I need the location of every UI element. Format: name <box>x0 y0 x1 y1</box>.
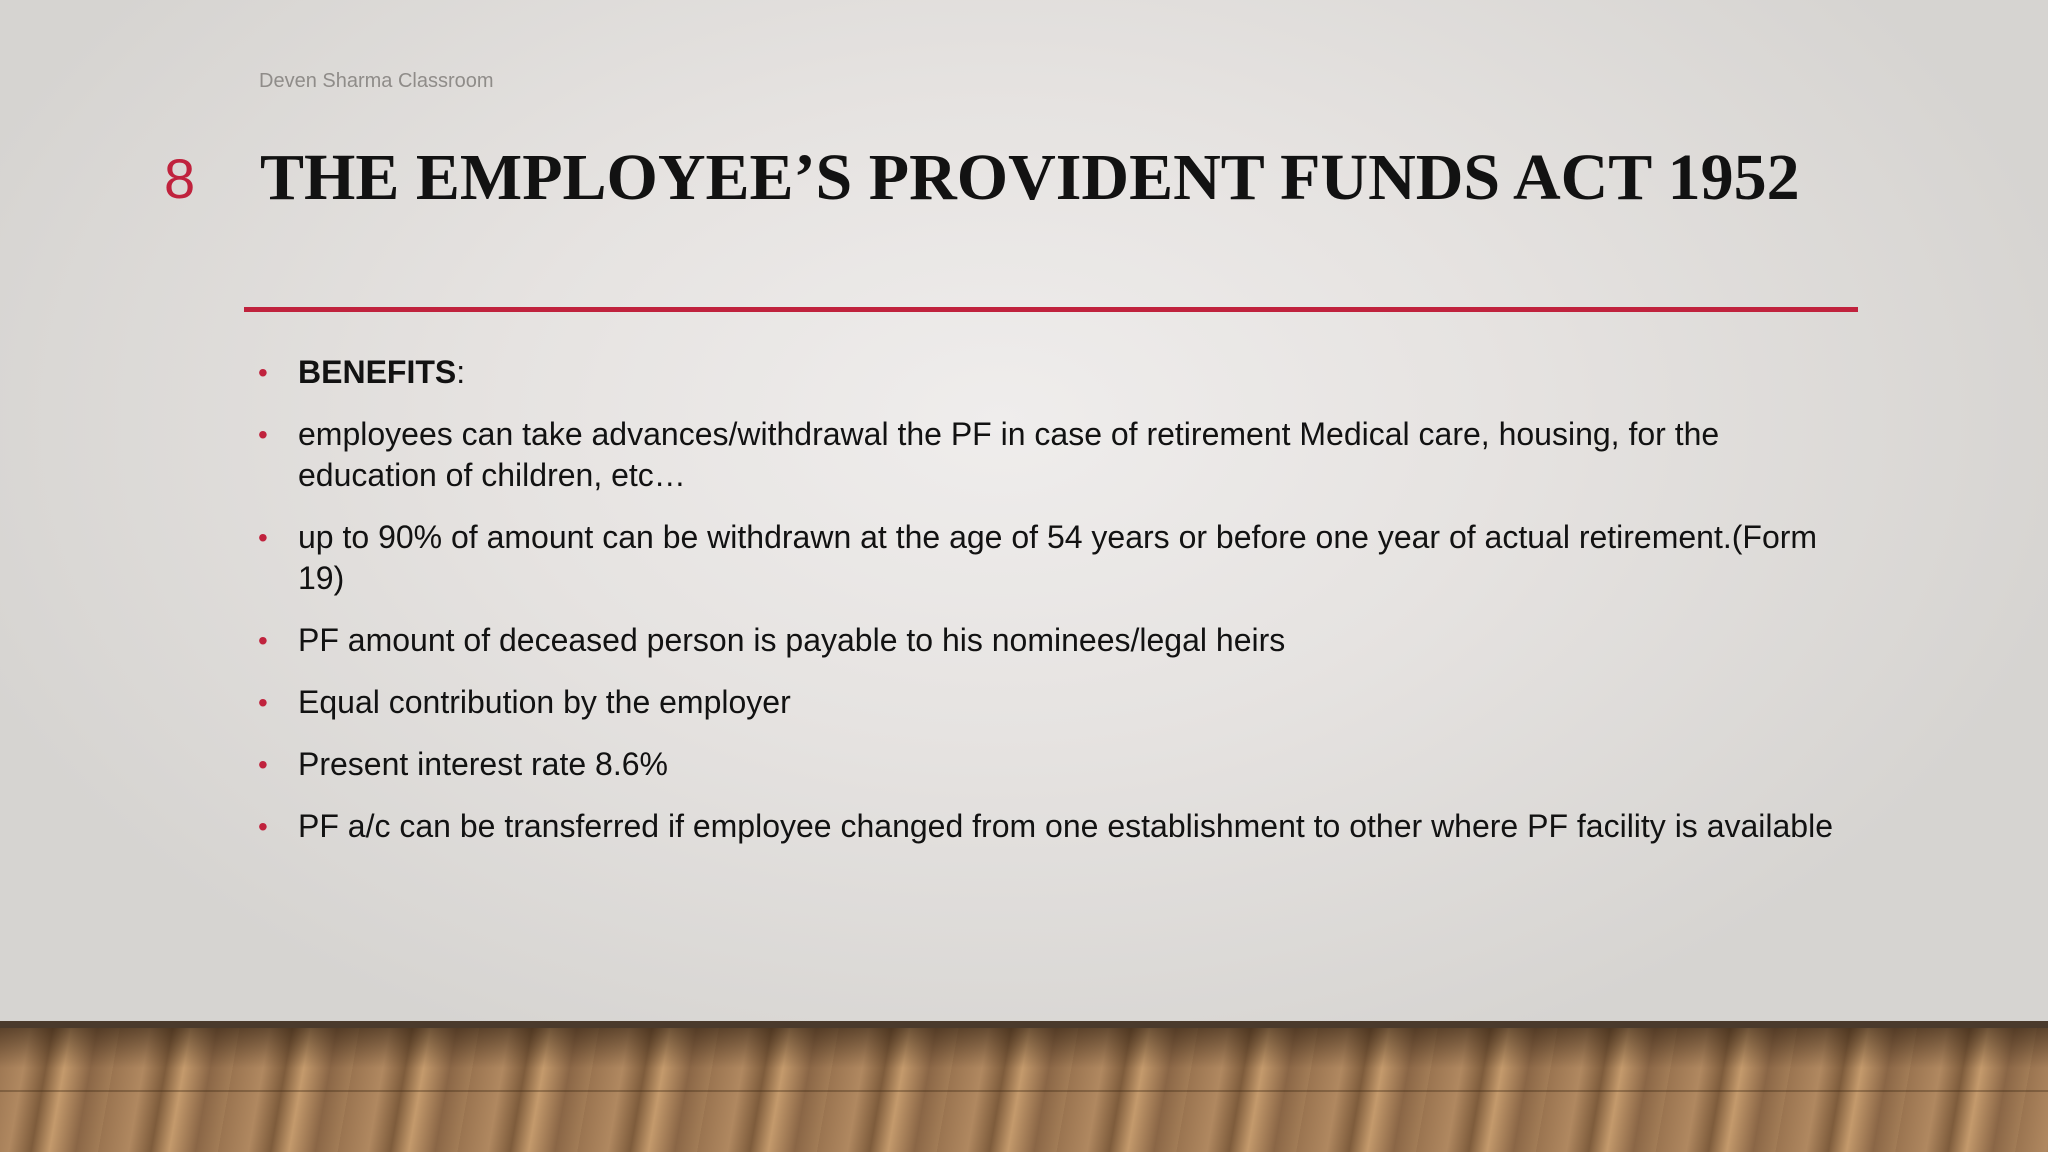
bullet-item <box>258 682 1858 723</box>
bullet-dot-icon: • <box>258 625 268 656</box>
bullet-text: employees can take advances/withdrawal the PF in case of retirement Medical care, housing, for the education of children, etc… <box>298 416 1720 493</box>
bullet-dot-icon: • <box>258 419 268 450</box>
bullet-dot-icon: • <box>258 522 268 553</box>
bullet-item <box>258 620 1858 661</box>
bullet-item <box>258 744 1858 785</box>
bullet-item <box>258 352 1858 393</box>
bullet-text: Equal contribution by the employer <box>298 684 791 720</box>
bullet-dot-icon: • <box>258 357 268 388</box>
bullet-text: : <box>456 354 466 390</box>
slide-title: THE EMPLOYEE’S PROVIDENT FUNDS ACT 1952 <box>260 141 1800 214</box>
slide-number: 8 <box>164 147 196 210</box>
bullet-item <box>258 414 1858 496</box>
title-divider <box>244 307 1858 312</box>
bullet-text: up to 90% of amount can be withdrawn at the age of 54 years or before one year of actual retirement.(Form 19) <box>298 519 1818 596</box>
bullet-item <box>258 517 1858 599</box>
bullet-dot-icon: • <box>258 811 268 842</box>
bullet-item <box>258 806 1858 847</box>
wooden-floor-image <box>0 1028 2048 1152</box>
bullet-heading: BENEFITS <box>298 354 457 390</box>
watermark-text: Deven Sharma Classroom <box>259 70 494 92</box>
bullet-text: PF a/c can be transferred if employee changed from one establishment to other where PF facility is available <box>298 808 1833 844</box>
bullet-text: PF amount of deceased person is payable to his nominees/legal heirs <box>298 622 1286 658</box>
bullet-dot-icon: • <box>258 749 268 780</box>
bullet-dot-icon: • <box>258 687 268 718</box>
bullet-list <box>258 352 1858 868</box>
bullet-text: Present interest rate 8.6% <box>298 746 668 782</box>
